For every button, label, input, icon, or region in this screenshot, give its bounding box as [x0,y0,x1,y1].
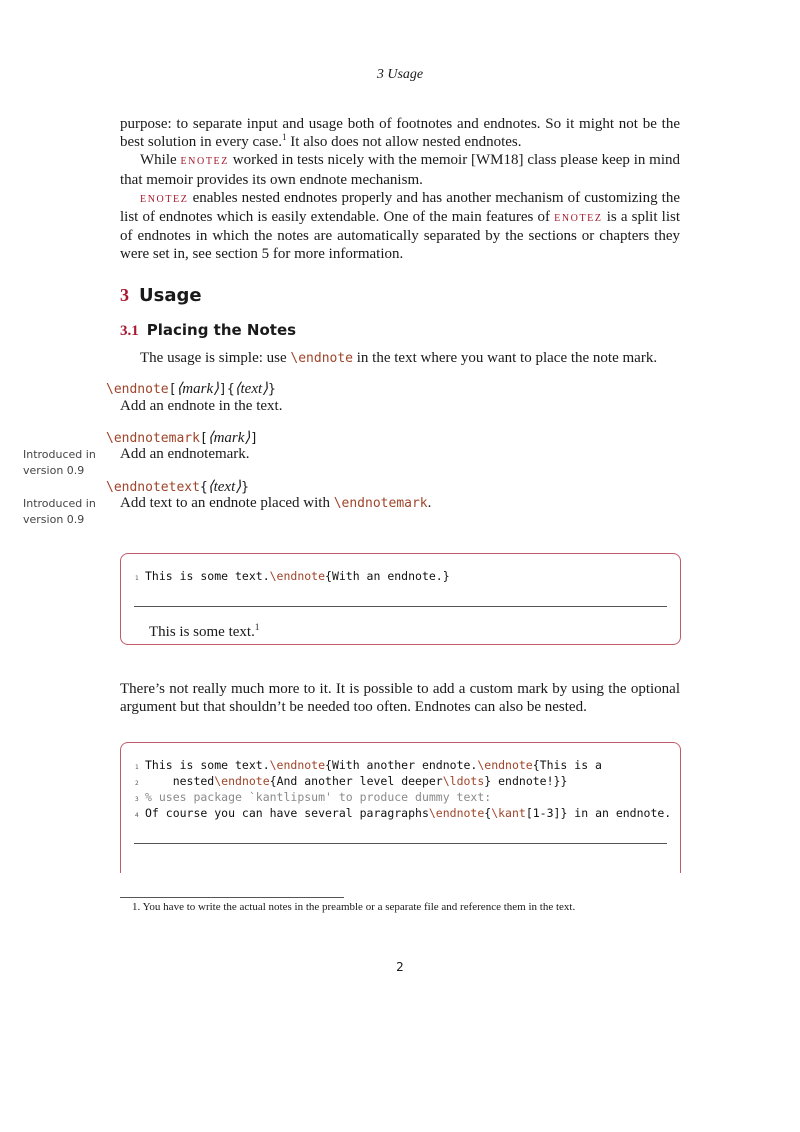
footnote-number: 1. [132,901,141,913]
paragraph: There’s not really much more to it. It is possible to add a custom mark by using the optional argument but that shouldn’t be needed too often. Endnotes can also be nested. [120,681,680,716]
example-separator [134,843,667,844]
intro-text [120,115,680,264]
package-name: enotez [140,190,189,206]
package-name: enotez [554,210,603,226]
margin-note: Introduced in version 0.9 [23,497,96,526]
command-signature: \endnotemark[⟨mark⟩] [106,430,259,446]
command-description: Add text to an endnote placed with \endnotemark. [120,495,432,511]
command-signature: \endnote[⟨mark⟩]{⟨text⟩} [106,381,276,397]
command-signature: \endnotetext{⟨text⟩} [106,479,249,495]
usage-intro: The usage is simple: use \endnote in the text where you want to place the note mark. [140,350,658,366]
footnote [132,901,575,913]
command-description: Add an endnote in the text. [120,398,283,414]
command-description: Add an endnotemark. [120,446,250,462]
section-title: Usage [139,285,202,306]
code-line: 1 This is some text.\endnote{With another endnote.\endnote{This is a [135,758,602,772]
code-line: 2 nested\endnote{And another level deeper\ldots} endnote!}} [135,774,568,788]
paragraph: purpose: to separate input and usage both of footnotes and endnotes. So it might not be the best solution in every case.$^1$ It also does not allow nested endnotes. [120,116,680,151]
page-number: 2 [396,960,404,974]
inline-command: \endnote [290,351,354,366]
example-box [120,553,681,645]
paragraph: While enotez worked in tests nicely with the memoir [WM18] class please keep in mind that memoir provides its own endnote mechanism. [120,152,681,188]
package-name: enotez [180,153,229,169]
code-comment: % uses package `kantlipsum' to produce dummy text: [145,790,492,804]
footnote-mark[interactable]: 1 [282,132,287,143]
section-number: 3 [120,285,129,305]
example-box [120,742,681,873]
code-line: 4 Of course you can have several paragraphs\endnote{\kant[1-3]} in an endnote. [135,806,672,820]
example-output: This is some text.$^1$ [149,622,260,640]
margin-note: Introduced in version 0.9 [23,448,96,477]
subsection-number: 3.1 [120,323,139,339]
code-line: 3 % uses package `kantlipsum' to produce dummy text: [135,790,492,804]
subsection-title: Placing the Notes [146,321,297,339]
paragraph: enotez enables nested endnotes properly and has another mechanism of customizing the list of endnotes which is easily extendable. One of the main features of enotez is a split list of endnotes in which the notes are automatically separated by the sections or chapters they were set in, see section 5 for more information. [120,189,680,263]
running-head: 3 Usage [376,67,424,82]
subsection-heading [120,321,296,340]
code-line: 1 This is some text.\endnote{With an endnote.} [135,569,450,583]
footnote-text: You have to write the actual notes in the preamble or a separate file and reference them in the text. [142,901,576,913]
footnote-rule [120,897,344,898]
example-separator [134,606,667,607]
section-heading [120,285,202,306]
